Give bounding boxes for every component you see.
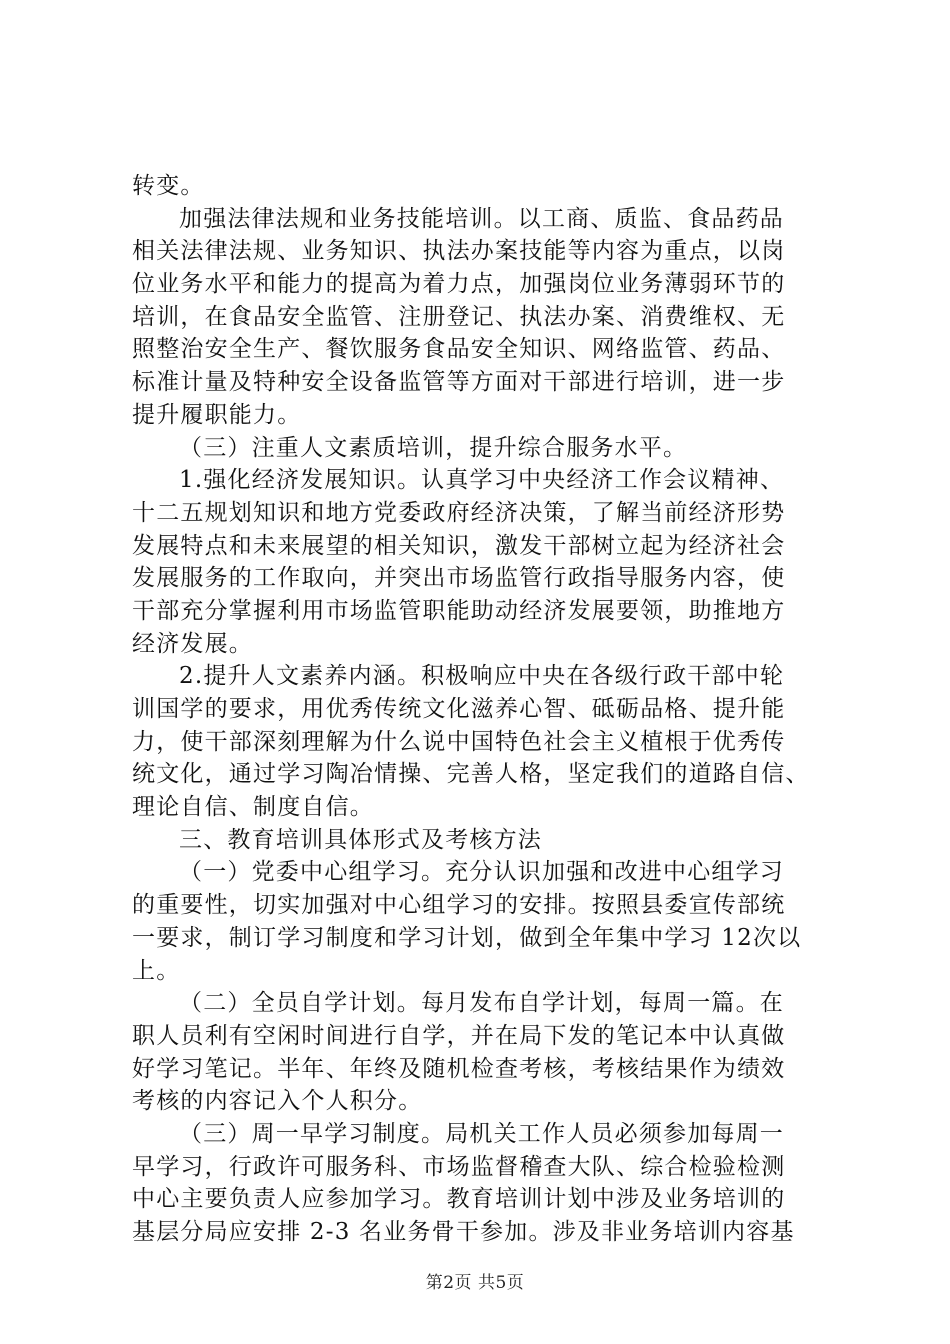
text-line: 理论自信、制度自信。 <box>132 794 374 821</box>
text-line: 发展特点和未来展望的相关知识，激发干部树立起为经济社会 <box>132 532 786 559</box>
text-line: 位业务水平和能力的提高为着力点，加强岗位业务薄弱环节的 <box>132 271 786 298</box>
text-line: 早学习，行政许可服务科、市场监督稽查大队、综合检验检测 <box>132 1153 786 1180</box>
paragraph-start-line: 加强法律法规和业务技能培训。以工商、质监、食品药品 <box>179 205 784 232</box>
paragraph-start-line: 2.提升人文素养内涵。积极响应中央在各级行政干部中轮 <box>179 663 785 690</box>
text-line: 相关法律法规、业务知识、执法办案技能等内容为重点，以岗 <box>132 238 786 265</box>
section-heading: 三、教育培训具体形式及考核方法 <box>179 826 542 853</box>
text-line: 好学习笔记。半年、年终及随机检查考核，考核结果作为绩效 <box>132 1055 786 1082</box>
paragraph-start-line: （二）全员自学计划。每月发布自学计划，每周一篇。在 <box>179 990 784 1017</box>
text-line: 经济发展。 <box>132 630 253 657</box>
text-line: 提升履职能力。 <box>132 401 302 428</box>
paragraph-start-line: （一）党委中心组学习。充分认识加强和改进中心组学习 <box>179 859 784 886</box>
section-heading: （三）注重人文素质培训，提升综合服务水平。 <box>179 434 688 461</box>
text-line: 十二五规划知识和地方党委政府经济决策，了解当前经济形势 <box>132 499 786 526</box>
text-line: 发展服务的工作取向，并突出市场监管行政指导服务内容，使 <box>132 565 786 592</box>
text-line: 职人员利有空闲时间进行自学，并在局下发的笔记本中认真做 <box>132 1022 786 1049</box>
text-line: 上。 <box>132 957 181 984</box>
text-line: 中心主要负责人应参加学习。教育培训计划中涉及业务培训的 <box>132 1186 786 1213</box>
text-line: 标准计量及特种安全设备监管等方面对干部进行培训，进一步 <box>132 369 786 396</box>
text-line: 统文化，通过学习陶冶情操、完善人格，坚定我们的道路自信、 <box>132 761 810 788</box>
paragraph-start-line: （三）周一早学习制度。局机关工作人员必须参加每周一 <box>179 1120 784 1147</box>
text-line: 考核的内容记入个人积分。 <box>132 1088 423 1115</box>
paragraph-start-line: 1.强化经济发展知识。认真学习中央经济工作会议精神、 <box>179 467 785 494</box>
text-line: 照整治安全生产、餐饮服务食品安全知识、网络监管、药品、 <box>132 336 786 363</box>
text-line: 转变。 <box>132 173 205 199</box>
text-line: 训国学的要求，用优秀传统文化滋养心智、砥砺品格、提升能 <box>132 696 786 722</box>
text-line: 干部充分掌握利用市场监管职能助动经济发展要领，助推地方 <box>132 597 786 624</box>
page-number-footer: 第2页 共5页 <box>425 1273 525 1293</box>
text-line: 培训，在食品安全监管、注册登记、执法办案、消费维权、无 <box>132 303 786 330</box>
text-line: 力，使干部深刻理解为什么说中国特色社会主义植根于优秀传 <box>132 728 786 755</box>
text-line: 一要求，制订学习制度和学习计划，做到全年集中学习 12次以 <box>132 924 802 951</box>
text-line: 的重要性，切实加强对中心组学习的安排。按照县委宣传部统 <box>132 892 786 919</box>
text-line: 基层分局应安排 2-3 名业务骨干参加。涉及非业务培训内容基 <box>132 1219 795 1245</box>
document-body <box>132 170 832 1249</box>
